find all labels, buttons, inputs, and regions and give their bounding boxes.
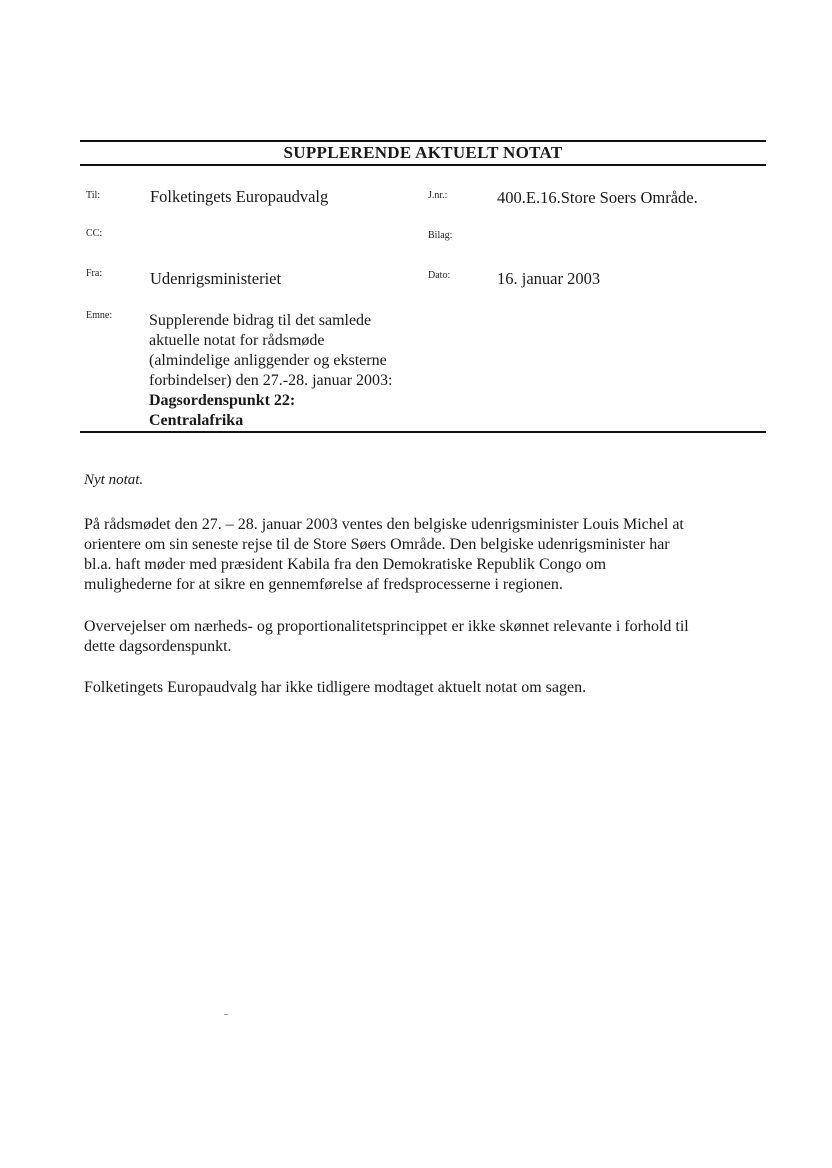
- header-top-rule: [80, 140, 766, 142]
- paragraph-line: bl.a. haft møder med præsident Kabila fra den Demokratiske Republik Congo om: [84, 556, 607, 573]
- paragraph-line: dette dagsordenspunkt.: [84, 638, 232, 655]
- jnr-value: 400.E.16.Store Soers Område.: [497, 188, 698, 207]
- emne-line: (almindelige anliggender og eksterne: [149, 352, 387, 369]
- paragraph-line: mulighederne for at sikre en gennemførelse af fredsprocesserne i regionen.: [84, 576, 563, 593]
- fra-label: Fra:: [86, 268, 103, 279]
- header-bottom-rule: [80, 164, 766, 166]
- paragraph-line: orientere om sin seneste rejse til de Store Søers Område. Den belgiske udenrigsminister har: [84, 536, 670, 553]
- paragraph-line: På rådsmødet den 27. – 28. januar 2003 ventes den belgiske udenrigsminister Louis Michel at: [84, 516, 684, 533]
- paragraph-3: [84, 678, 764, 698]
- dato-label: Dato:: [428, 270, 451, 281]
- scan-speck: [224, 1014, 228, 1015]
- jnr-label: J.nr.:: [428, 190, 448, 201]
- emne-value: [149, 311, 439, 431]
- til-value: Folketingets Europaudvalg: [150, 187, 329, 206]
- paragraph-1: [84, 515, 764, 595]
- paragraph-2: [84, 617, 764, 657]
- emne-label: Emne:: [86, 310, 113, 321]
- emne-agenda-item: Dagsordenspunkt 22:: [149, 392, 296, 409]
- fra-value: Udenrigsministeriet: [150, 269, 282, 288]
- til-label: Til:: [86, 190, 101, 201]
- intro-label: Nyt notat.: [84, 472, 144, 488]
- cc-label: CC:: [86, 228, 103, 239]
- emne-line: forbindelser) den 27.-28. januar 2003:: [149, 372, 393, 389]
- emne-line: Supplerende bidrag til det samlede: [149, 312, 372, 329]
- dato-value: 16. januar 2003: [497, 269, 601, 288]
- emne-line: aktuelle notat for rådsmøde: [149, 332, 325, 349]
- emne-agenda-region: Centralafrika: [149, 412, 244, 429]
- paragraph-line: Folketingets Europaudvalg har ikke tidligere modtaget aktuelt notat om sagen.: [84, 679, 587, 696]
- header-block-end-rule: [80, 431, 766, 433]
- paragraph-line: Overvejelser om nærheds- og proportionalitetsprincippet er ikke skønnet relevante i forhold til: [84, 618, 689, 635]
- document-title: SUPPLERENDE AKTUELT NOTAT: [283, 143, 563, 162]
- bilag-label: Bilag:: [428, 230, 453, 241]
